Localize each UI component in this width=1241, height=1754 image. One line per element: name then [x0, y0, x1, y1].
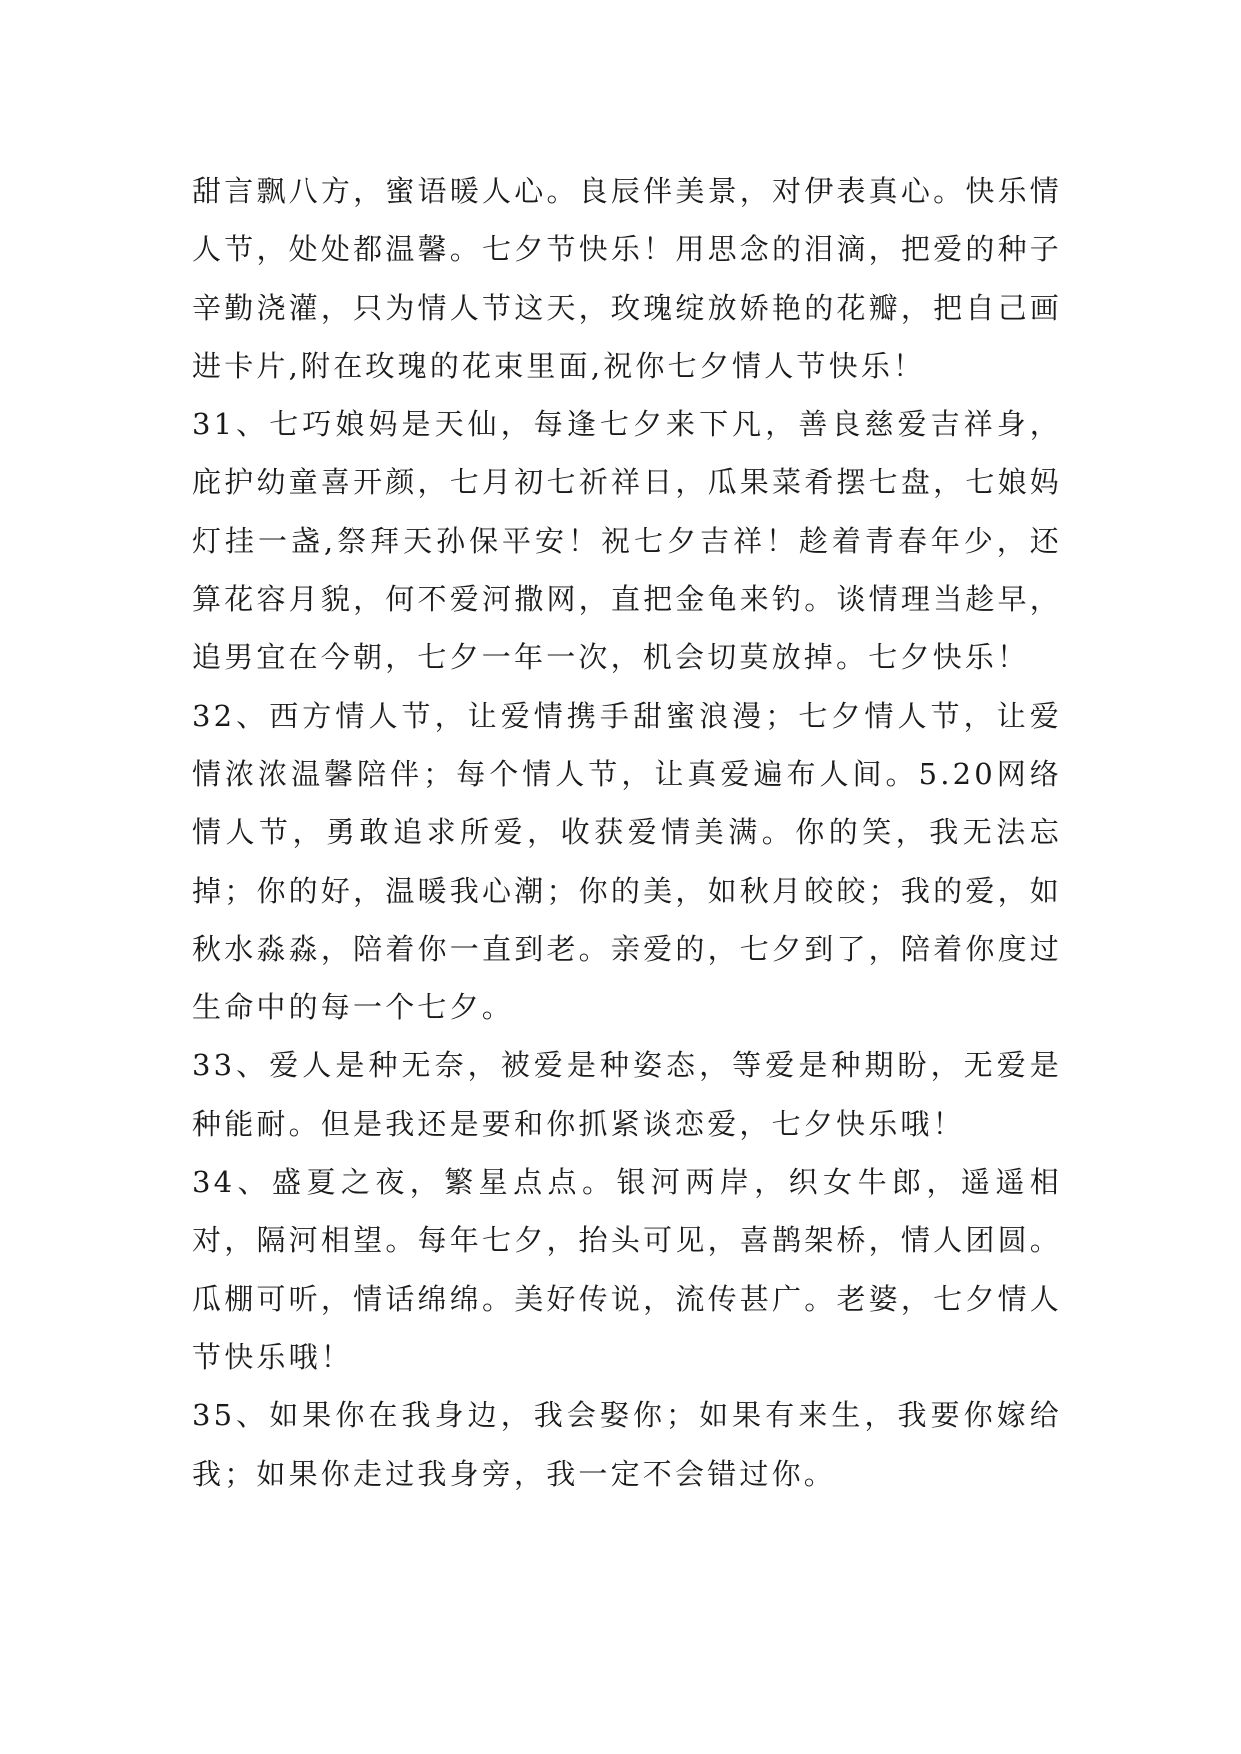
- paragraph-32: 32、西方情人节，让爱情携手甜蜜浪漫；七夕情人节，让爱情浓浓温馨陪伴；每个情人节，让真爱遍布人间。5.20网络情人节，勇敢追求所爱，收获爱情美满。你的笑，我无法忘掉；你的好，温暖我心潮；你的美，如秋月皎皎；我的爱，如秋水淼淼，陪着你一直到老。亲爱的，七夕到了，陪着你度过生命中的每一个七夕。: [192, 698, 1062, 1025]
- paragraph-intro: 甜言飘八方，蜜语暖人心。良辰伴美景，对伊表真心。快乐情人节，处处都温馨。七夕节快乐！用思念的泪滴，把爱的种子辛勤浇灌，只为情人节这天，玫瑰绽放娇艳的花瓣，把自己画进卡片,附在玫瑰的花束里面,祝你七夕情人节快乐！: [192, 174, 1062, 383]
- paragraph-34: 34、盛夏之夜，繁星点点。银河两岸，织女牛郎，遥遥相对，隔河相望。每年七夕，抬头可见，喜鹊架桥，情人团圆。瓜棚可听，情话绵绵。美好传说，流传甚广。老婆，七夕情人节快乐哦！: [192, 1165, 1062, 1374]
- paragraph-33: 33、爱人是种无奈，被爱是种姿态，等爱是种期盼，无爱是种能耐。但是我还是要和你抓紧谈恋爱，七夕快乐哦！: [192, 1048, 1062, 1141]
- paragraph-31: 31、七巧娘妈是天仙，每逢七夕来下凡，善良慈爱吉祥身，庇护幼童喜开颜，七月初七祈祥日，瓜果菜肴摆七盘，七娘妈灯挂一盏,祭拜天孙保平安！祝七夕吉祥！趁着青春年少，还算花容月貌，何不爱河撒网，直把金龟来钓。谈情理当趁早，追男宜在今朝，七夕一年一次，机会切莫放掉。七夕快乐！: [192, 407, 1062, 675]
- paragraph-35: 35、如果你在我身边，我会娶你；如果有来生，我要你嫁给我；如果你走过我身旁，我一定不会错过你。: [192, 1398, 1062, 1491]
- document-body: [192, 162, 1062, 1503]
